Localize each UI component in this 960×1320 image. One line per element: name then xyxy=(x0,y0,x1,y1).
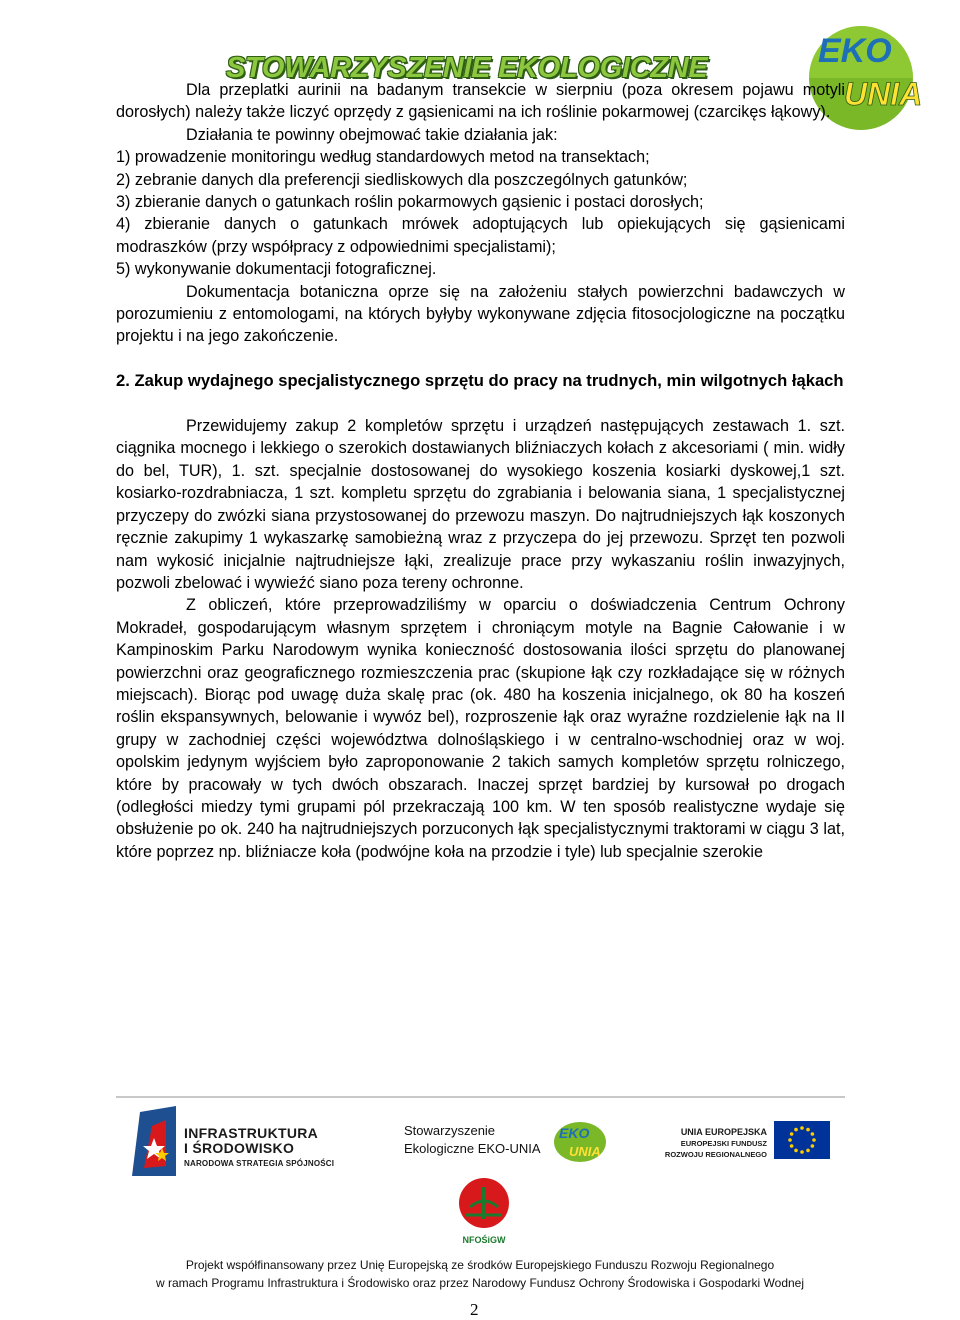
footer-note: Projekt współfinansowany przez Unię Europejską ze środków Europejskiego Funduszu Rozwoju Regionalnego w ramach Programu Infrastruktura i Środowisko oraz przez Narodowy Fundusz Ochrony Środowiska i Gospodarki Wodnej xyxy=(155,1258,805,1290)
list-item: 4) zbieranie danych o gatunkach mrówek adoptujących lub opiekujących się gąsienicami modraszków (przy współpracy z odpowiednimi specjalistami); xyxy=(116,215,845,256)
eu-flag-icon xyxy=(774,1121,830,1159)
paragraph: Dokumentacja botaniczna oprze się na założeniu stałych powierzchni badawczych w porozumieniu z entomologami, na których byłyby wykonywane zdjęcia fitosocjologiczne na początku projektu i na jego zakończenie. xyxy=(116,282,845,346)
header-title: STOWARZYSZENIE EKOLOGICZNE xyxy=(226,52,708,84)
eu-star-icon xyxy=(794,1149,798,1153)
eu-star-icon xyxy=(811,1132,815,1136)
paragraph: Działania te powinny obejmować takie działania jak: xyxy=(186,125,558,144)
footer-divider xyxy=(116,1096,845,1098)
eko-unia-small-logo xyxy=(553,1120,607,1162)
paragraph: Dla przeplatki aurinii na badanym transekcie w sierpniu (poza okresem pojawu motyli dorosłych) należy także liczyć oprzędy z gąsienicami na ich roślinie pokarmowej (czarcikęs łąkowy). xyxy=(116,81,845,122)
logo-text-eko: EKO xyxy=(818,32,892,70)
eu-star-icon xyxy=(794,1128,798,1132)
eu-star-icon xyxy=(788,1138,792,1142)
eu-star-icon xyxy=(800,1150,804,1154)
paragraph: Przewidujemy zakup 2 kompletów sprzętu i urządzeń następujących zestawach 1. szt. ciągnika mocnego i lekkiego o szerokich dostawianych bliźniaczych kołach z akcesoriami ( min. widły do bel, TUR), 1. szt. specjalnie dostosowanej do wysokiego koszenia kosiarki dyskowej,1 szt. kosiarko-rozdrabniacza, 1 szt. kompletu sprzętu do zgrabiania i belowania siana, 1 specjalistycznej przyczepy do zwózki siana przystosowanej do przewozu maszyn. Do najtrudniejszych łąk koszonych ręcznie zakupimy 1 wykaszarkę samobieżną wraz z przyczepa do jej przewozu. Sprzęt ten pozwoli nam wykosić inicjalnie najtrudniejsze łąki, zrealizuje prace przy wykaszaniu roślin inwazyjnych, pozwoli zbelować i wywieźć siano poza tereny ochronne. xyxy=(116,417,845,592)
section-heading: 2. Zakup wydajnego specjalistycznego sprzętu do pracy na trudnych, min wilgotnych łąkach xyxy=(116,371,844,391)
eu-star-icon xyxy=(812,1138,816,1142)
list-item: 1) prowadzenie monitoringu według standardowych metod na transektach; xyxy=(116,148,650,167)
nfosigw-logo xyxy=(456,1177,512,1247)
eu-star-icon xyxy=(806,1149,810,1153)
eu-star-icon xyxy=(811,1144,815,1148)
nfosigw-label: NFOŚiGW xyxy=(462,1235,506,1245)
document-body xyxy=(116,79,845,863)
infrastruktura-label: INFRASTRUKTURA I ŚRODOWISKO NARODOWA STRATEGIA SPÓJNOŚCI xyxy=(184,1125,335,1168)
logo-text-unia: UNIA xyxy=(844,76,922,112)
list-item: 3) zbieranie danych o gatunkach roślin pokarmowych gąsienic i postaci dorosłych; xyxy=(116,193,704,212)
svg-text:EKO: EKO xyxy=(559,1125,590,1141)
page-number: 2 xyxy=(470,1300,479,1319)
eko-unia-footer-label: Stowarzyszenie Ekologiczne EKO-UNIA xyxy=(404,1123,541,1156)
eu-star-icon xyxy=(806,1128,810,1132)
eu-star-icon xyxy=(790,1144,794,1148)
paragraph: Z obliczeń, które przeprowadziliśmy w oparciu o doświadczenia Centrum Ochrony Mokradeł, gospodarującym własnym sprzętem i chroniącym motyle na Bagnie Całowanie i w Kampinoskim Parku Narodowym wynika konieczność dostosowania ilości sprzętu do planowanej powierzchni oraz geograficznego rozmieszczenia prac (skupione łąk czy rozkładające się w różnych miejscach). Biorąc pod uwagę duża skalę prac (ok. 480 ha koszenia inicjalnego, ok 80 ha koszeń roślin ekspansywnych, belowanie i wywóz bel), rozproszenie łąk oraz wyraźne rozdzielenie łąk na II grupy w zachodniej części województwa dolnośląskiego i w centralno-wschodniej oraz w woj. opolskim jedynym wyjściem było zaproponowanie 2 takich samych kompletów sprzętu rolniczego, które by pracowały w tych dwóch obszarach. Inaczej sprzęt bardziej by kursował po drogach (odległości miedzy tymi grupami pól przekraczają 100 km. W ten sposób realistyczne wydaje się obsłużenie po ok. 240 ha najtrudniejszych porzuconych łąk specjalistycznymi traktorami w ciągu 3 lat, które poprzez np. bliźniacze koła (podwójne koła na przodzie i tyle) lub specjalnie szerokie xyxy=(116,596,845,861)
list-item: 2) zebranie danych dla preferencji siedliskowych dla poszczególnych gatunków; xyxy=(116,170,688,189)
list-item: 5) wykonywanie dokumentacji fotograficznej. xyxy=(116,260,437,279)
eu-label: UNIA EUROPEJSKA EUROPEJSKI FUNDUSZ ROZWOJU REGIONALNEGO xyxy=(664,1127,767,1159)
eu-star-icon xyxy=(790,1132,794,1136)
svg-text:UNIA: UNIA xyxy=(569,1144,601,1159)
eu-star-icon xyxy=(800,1126,804,1130)
